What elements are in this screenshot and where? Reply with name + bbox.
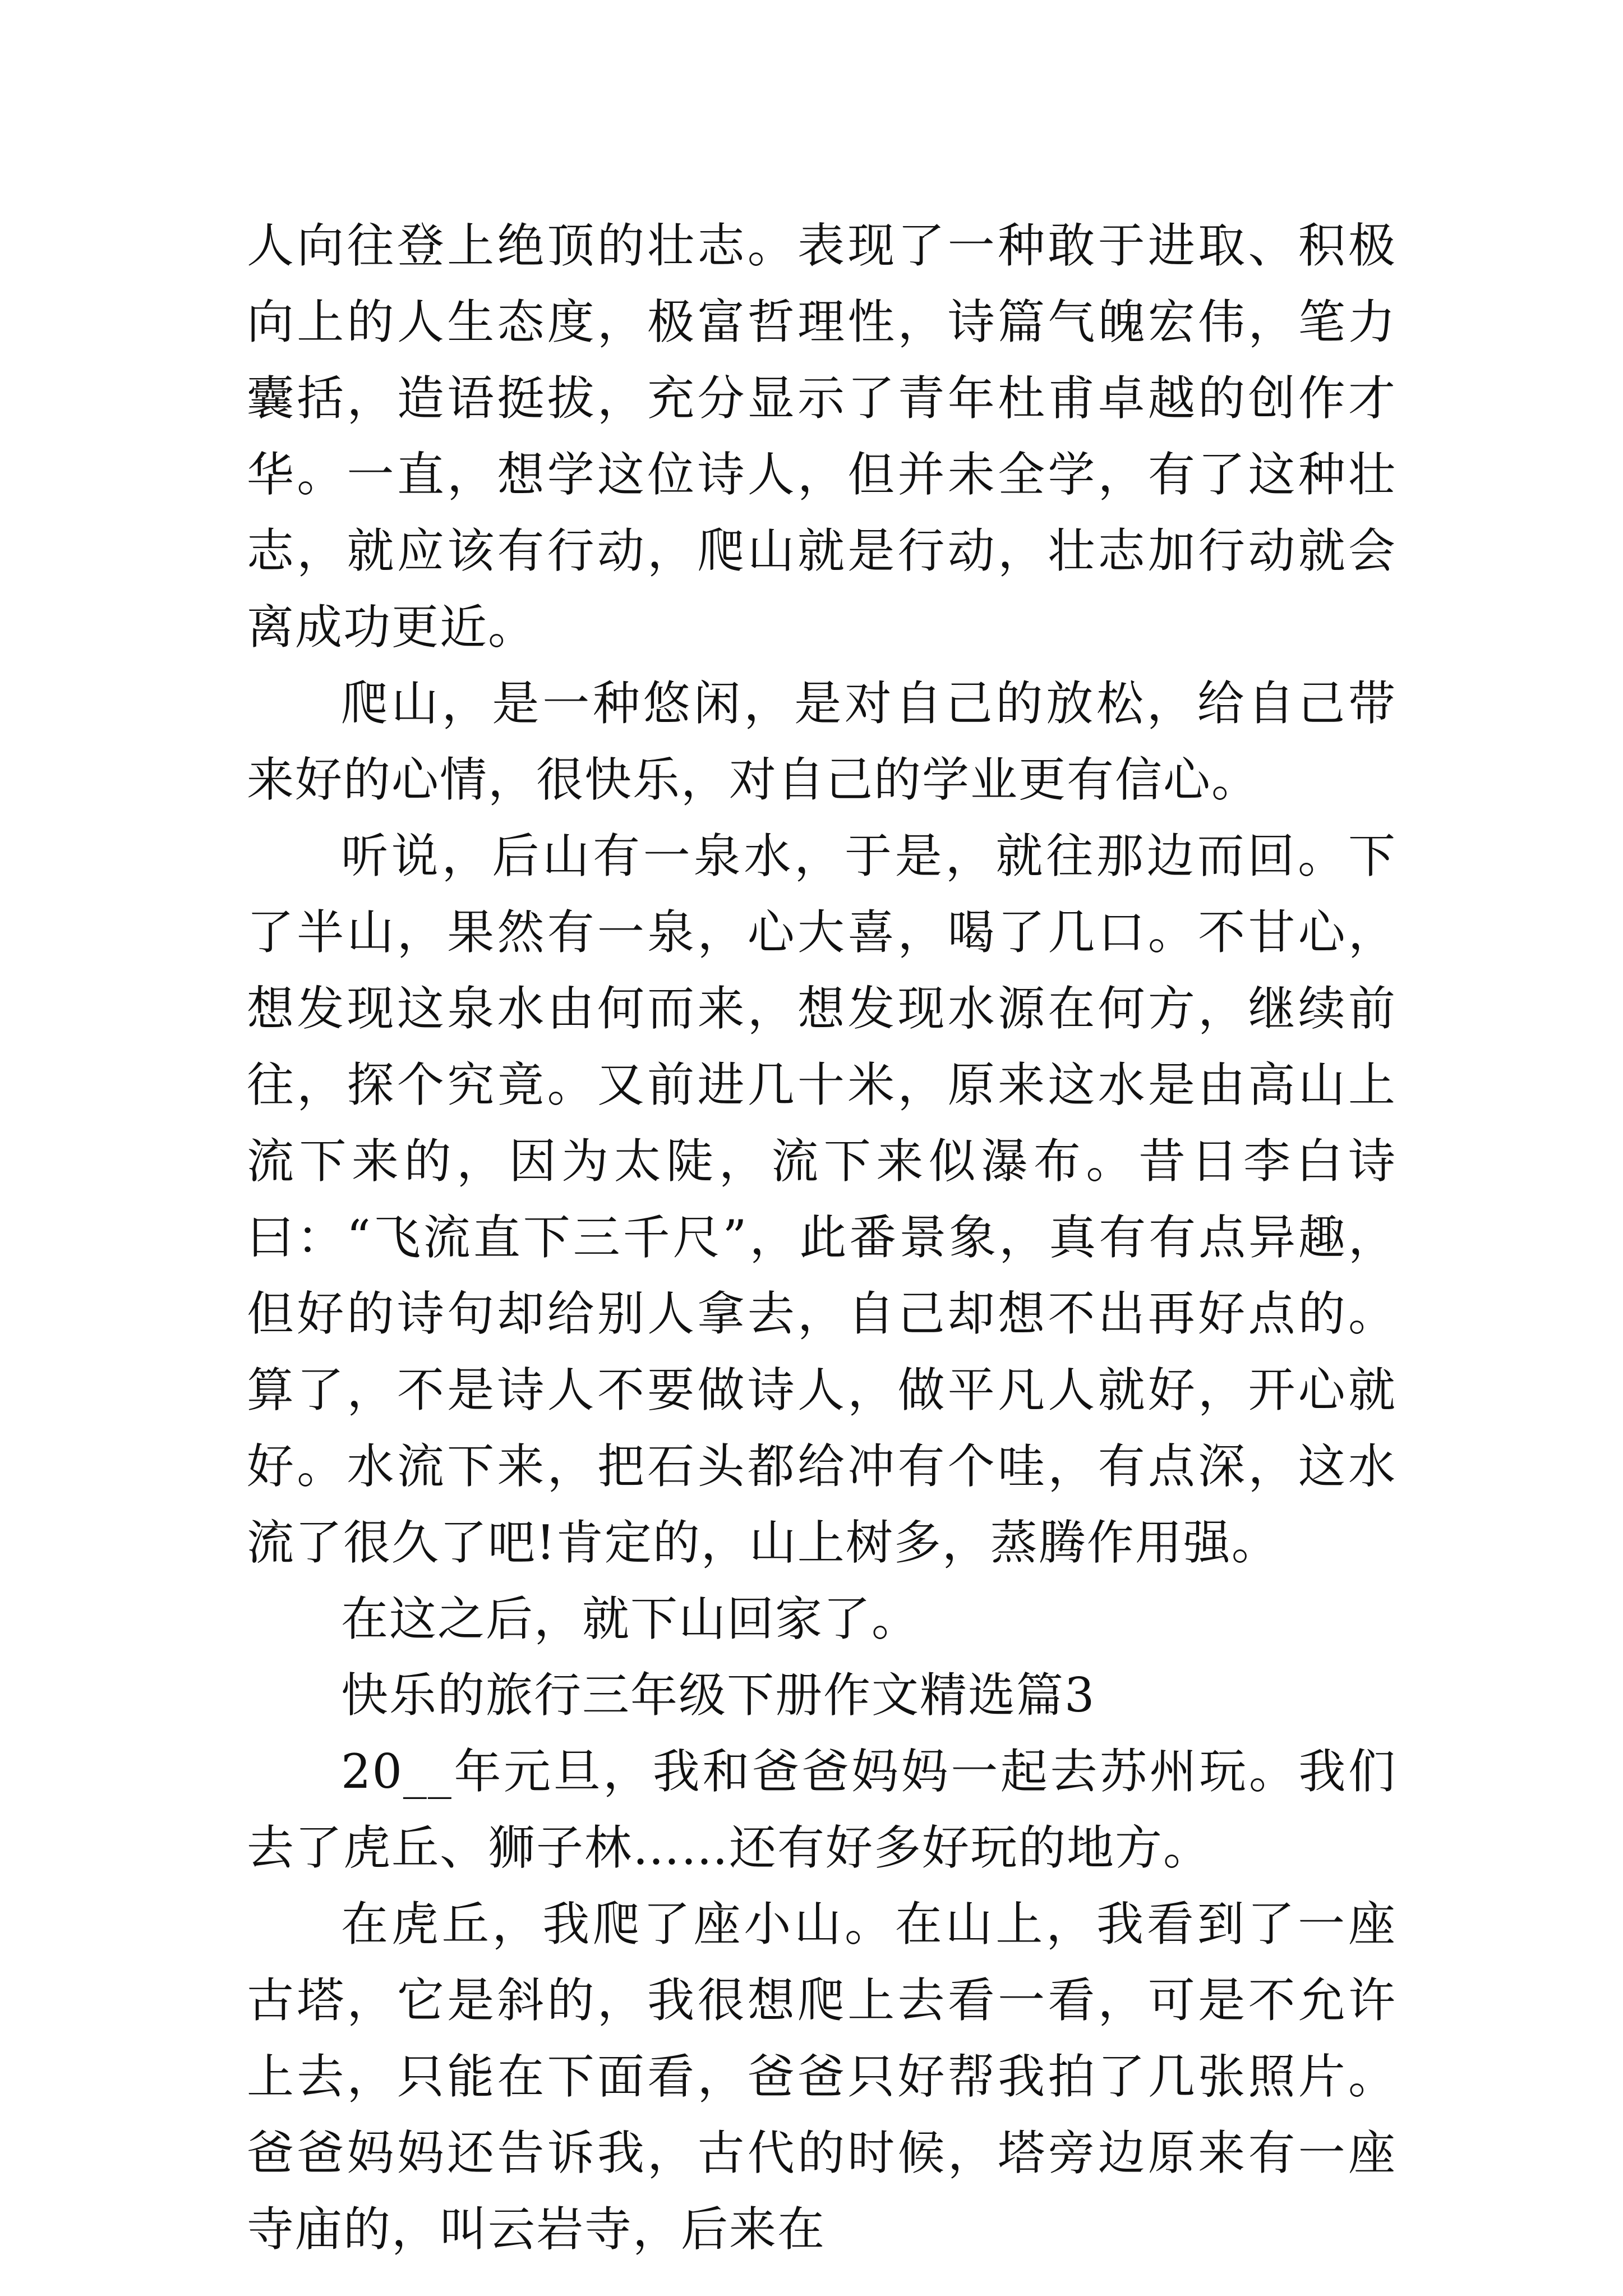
paragraph-4: 在这之后，就下山回家了。	[341, 1591, 920, 1646]
paragraph-2: 爬山，是一种悠闲，是对自己的放松，给自己带来好的心情，很快乐，对自己的学业更有信心。	[247, 676, 1396, 807]
document-body	[247, 208, 1396, 2267]
paragraph-3: 听说，后山有一泉水，于是，就往那边而回。下了半山，果然有一泉，心大喜，喝了几口。不甘心，想发现这泉水由何而来，想发现水源在何方，继续前往，探个究竟。又前进几十米，原来这水是由高山上流下来的，因为太陡，流下来似瀑布。昔日李白诗曰：“飞流直下三千尺”，此番景象，真有有点异趣，但好的诗句却给别人拿去，自己却想不出再好点的。算了，不是诗人不要做诗人，做平凡人就好，开心就好。水流下来，把石头都给冲有个哇，有点深，这水流了很久了吧!肯定的，山上树多，蒸腾作用强。	[247, 829, 1396, 1570]
section-heading: 快乐的旅行三年级下册作文精选篇3	[341, 1668, 1096, 1723]
paragraph-6: 在虎丘，我爬了座小山。在山上，我看到了一座古塔，它是斜的，我很想爬上去看一看，可是不允许上去，只能在下面看，爸爸只好帮我拍了几张照片。爸爸妈妈还告诉我，古代的时候，塔旁边原来有一座寺庙的，叫云岩寺，后来在	[247, 1897, 1396, 2257]
paragraph-5: 20__年元旦，我和爸爸妈妈一起去苏州玩。我们去了虎丘、狮子林……还有好多好玩的地方。	[247, 1744, 1396, 1875]
paragraph-1: 人向往登上绝顶的壮志。表现了一种敢于进取、积极向上的人生态度，极富哲理性，诗篇气魄宏伟，笔力囊括，造语挺拔，充分显示了青年杜甫卓越的创作才华。一直，想学这位诗人，但并未全学，有了这种壮志，就应该有行动，爬山就是行动，壮志加行动就会离成功更近。	[247, 218, 1396, 655]
